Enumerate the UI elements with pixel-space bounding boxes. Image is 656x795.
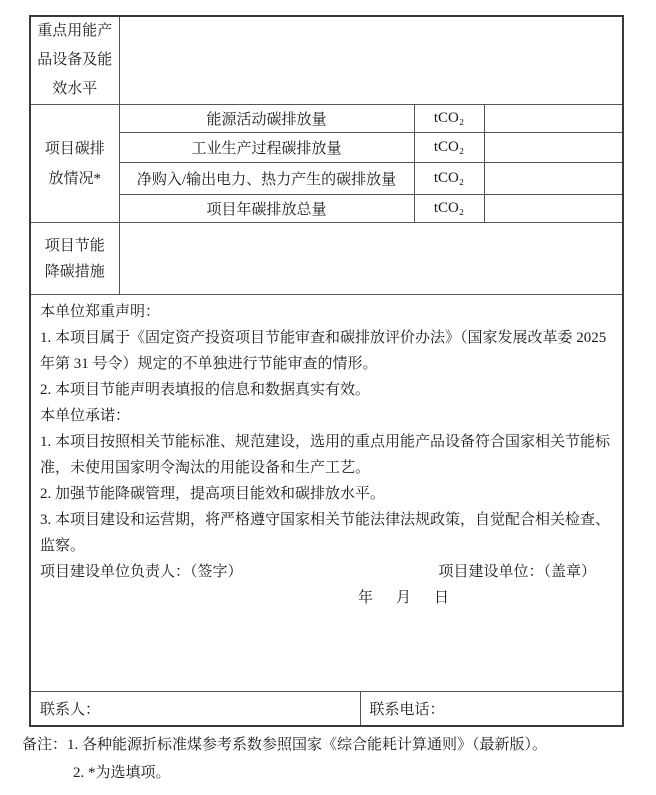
commitment-line: 2. 加强节能降碳管理，提高项目能效和碳排放水平。 [40, 486, 386, 502]
commitment-line: 监察。 [40, 538, 86, 554]
footnote-line-2: 2. *为选填项。 [73, 765, 171, 781]
carbon-row-label: 能源活动碳排放量 [119, 105, 414, 133]
key-products-header-cell [30, 16, 119, 105]
carbon-row-value-cell[interactable] [484, 163, 623, 195]
carbon-row-value-cell[interactable] [484, 105, 623, 133]
declaration-line: 年第 31 号令）规定的不单独进行节能审查的情形。 [40, 356, 378, 372]
carbon-row-unit: tCO₂ [414, 133, 484, 163]
measures-header-cell [30, 223, 119, 295]
measures-label-line: 项目节能 [44, 237, 105, 254]
key-products-label-line: 效水平 [52, 81, 98, 97]
date-line: 年 月 日 [358, 590, 454, 606]
carbon-row-unit: tCO₂ [414, 195, 484, 223]
commitment-line: 1. 本项目按照相关节能标准、规范建设，选用的重点用能产品设备符合国家相关节能标 [40, 434, 611, 450]
carbon-section-label-line: 项目碳排 [44, 140, 105, 157]
carbon-row-label: 项目年碳排放总量 [119, 195, 414, 223]
declaration-line: 2. 本项目节能声明表填报的信息和数据真实有效。 [40, 382, 371, 398]
contact-phone-cell[interactable] [360, 692, 623, 726]
signature-unit-seal-label: 项目建设单位：（盖章） [438, 564, 596, 580]
carbon-section-label-line: 放情况* [48, 170, 101, 187]
carbon-row-unit: tCO₂ [414, 105, 484, 133]
declaration-line: 本单位郑重声明： [40, 304, 161, 320]
measures-value-cell[interactable] [119, 223, 623, 295]
declaration-cell [30, 295, 623, 692]
declaration-line: 1. 本项目属于《固定资产投资项目节能审查和碳排放评价办法》（国家发展改革委 2025 [40, 330, 607, 346]
contact-person-cell[interactable] [30, 692, 360, 726]
footnotes [22, 731, 547, 787]
key-products-label-line: 品设备及能 [37, 52, 113, 68]
commitment-line: 3. 本项目建设和运营期，将严格遵守国家相关节能法律法规政策，自觉配合相关检查、 [40, 512, 611, 528]
commitment-line: 准，未使用国家明令淘汰的用能设备和生产工艺。 [40, 460, 371, 476]
signature-responsible-person-label: 项目建设单位负责人：（签字） [40, 564, 243, 580]
carbon-row-value-cell[interactable] [484, 195, 623, 223]
declaration-text-block [31, 295, 622, 611]
signature-line [31, 559, 622, 585]
carbon-row-value-cell[interactable] [484, 133, 623, 163]
declaration-form-table [29, 15, 624, 727]
measures-label-line: 降碳措施 [44, 263, 105, 280]
carbon-row-label: 净购入/输出电力、热力产生的碳排放量 [119, 163, 414, 195]
contact-phone-label: 联系电话： [369, 701, 445, 718]
footnote-line-1: 备注：1. 各种能源折标准煤参考系数参照国家《综合能耗计算通则》（最新版）。 [22, 737, 548, 753]
commitment-line: 本单位承诺： [40, 408, 131, 424]
contact-person-label: 联系人： [40, 701, 101, 718]
key-products-label-line: 重点用能产 [37, 23, 113, 39]
carbon-row-label: 工业生产过程碳排放量 [119, 133, 414, 163]
key-products-value-cell[interactable] [119, 16, 623, 105]
carbon-section-header-cell [30, 105, 119, 223]
carbon-row-unit: tCO₂ [414, 163, 484, 195]
